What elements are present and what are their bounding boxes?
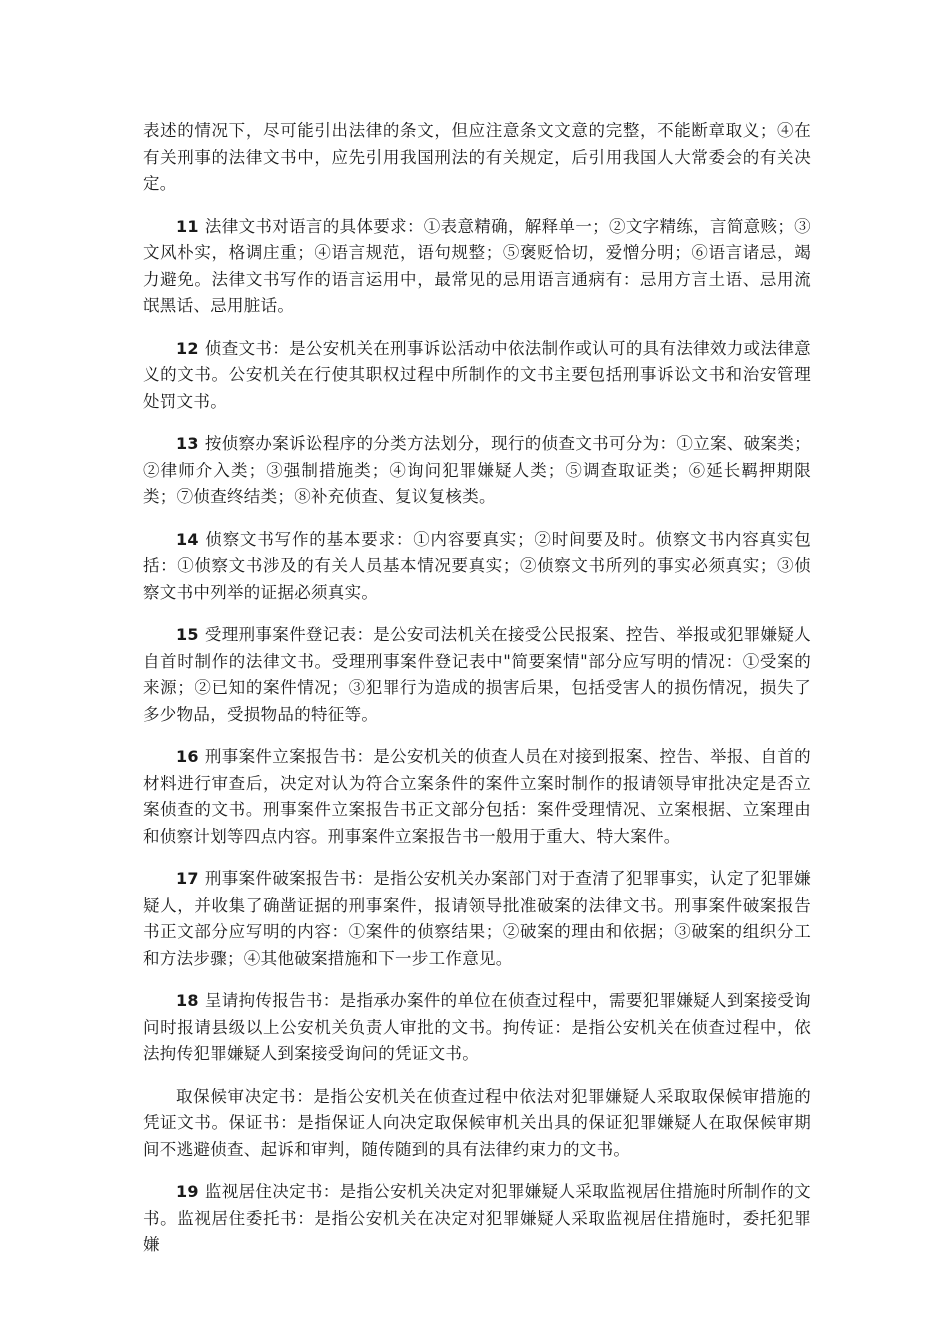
paragraph-number: 12 (176, 338, 199, 358)
paragraph-14 (143, 527, 811, 607)
paragraph-15 (143, 622, 811, 728)
paragraph-19 (143, 1179, 811, 1259)
paragraph-number: 17 (176, 869, 199, 888)
paragraph-17 (143, 866, 811, 972)
paragraph-text: 表述的情况下，尽可能引出法律的条文，但应注意条文文意的完整，不能断章取义；④在有关刑事的法律文书中，应先引用我国刑法的有关规定，后引用我国人大常委会的有关决定。 (143, 121, 811, 193)
paragraph-number: 14 (176, 529, 199, 549)
document-page (143, 118, 811, 1275)
paragraph-16 (143, 744, 811, 850)
paragraph-number: 15 (176, 625, 199, 644)
paragraph-text: 按侦察办案诉讼程序的分类方法划分，现行的侦查文书可分为：①立案、破案类；②律师介入类；③强制措施类；④询问犯罪嫌疑人类；⑤调查取证类；⑥延长羁押期限类；⑦侦查终结类；⑧补充侦查、复议复核类。 (143, 434, 811, 506)
paragraph-number: 16 (176, 747, 199, 766)
paragraph-text: 受理刑事案件登记表：是公安司法机关在接受公民报案、控告、举报或犯罪嫌疑人自首时制作的法律文书。受理刑事案件登记表中"简要案情"部分应写明的情况：①受案的来源；②已知的案件情况；③犯罪行为造成的损害后果，包括受害人的损伤情况，损失了多少物品，受损物品的特征等。 (143, 625, 811, 724)
paragraph-number: 13 (176, 434, 199, 453)
paragraph-text: 呈请拘传报告书：是指承办案件的单位在侦查过程中，需要犯罪嫌疑人到案接受询问时报请县级以上公安机关负责人审批的文书。拘传证：是指公安机关在侦查过程中，依法拘传犯罪嫌疑人到案接受询问的凭证文书。 (143, 991, 811, 1063)
paragraph-continuation (143, 118, 811, 198)
paragraph-number: 11 (176, 216, 199, 236)
paragraph-bail (143, 1084, 811, 1164)
paragraph-text: 法律文书对语言的具体要求：①表意精确，解释单一；②文字精练，言简意赅；③文风朴实，格调庄重；④语言规范，语句规整；⑤褒贬恰切，爱憎分明；⑥语言诸忌，竭力避免。法律文书写作的语言运用中，最常见的忌用语言通病有：忌用方言土语、忌用流氓黑话、忌用脏话。 (143, 216, 811, 315)
paragraph-11 (143, 214, 811, 320)
paragraph-number: 19 (176, 1182, 199, 1201)
paragraph-text: 监视居住决定书：是指公安机关决定对犯罪嫌疑人采取监视居住措施时所制作的文书。监视居住委托书：是指公安机关在决定对犯罪嫌疑人采取监视居住措施时，委托犯罪嫌 (143, 1182, 811, 1254)
paragraph-text: 侦查文书：是公安机关在刑事诉讼活动中依法制作或认可的具有法律效力或法律意义的文书。公安机关在行使其职权过程中所制作的文书主要包括刑事诉讼文书和治安管理处罚文书。 (143, 338, 811, 411)
paragraph-12 (143, 336, 811, 416)
paragraph-number: 18 (176, 991, 199, 1010)
paragraph-18 (143, 988, 811, 1068)
paragraph-text: 取保候审决定书：是指公安机关在侦查过程中依法对犯罪嫌疑人采取取保候审措施的凭证文书。保证书：是指保证人向决定取保候审机关出具的保证犯罪嫌疑人在取保候审期间不逃避侦查、起诉和审判，随传随到的具有法律约束力的文书。 (143, 1086, 811, 1159)
paragraph-text: 刑事案件破案报告书：是指公安机关办案部门对于查清了犯罪事实，认定了犯罪嫌疑人，并收集了确凿证据的刑事案件，报请领导批准破案的法律文书。刑事案件破案报告书正文部分应写明的内容：①案件的侦察结果；②破案的理由和依据；③破案的组织分工和方法步骤；④其他破案措施和下一步工作意见。 (143, 869, 811, 968)
paragraph-text: 刑事案件立案报告书：是公安机关的侦查人员在对接到报案、控告、举报、自首的材料进行审查后，决定对认为符合立案条件的案件立案时制作的报请领导审批决定是否立案侦查的文书。刑事案件立案报告书正文部分包括：案件受理情况、立案根据、立案理由和侦察计划等四点内容。刑事案件立案报告书一般用于重大、特大案件。 (143, 747, 811, 846)
paragraph-13 (143, 431, 811, 511)
paragraph-text: 侦察文书写作的基本要求：①内容要真实；②时间要及时。侦察文书内容真实包括：①侦察文书涉及的有关人员基本情况要真实；②侦察文书所列的事实必须真实；③侦察文书中列举的证据必须真实。 (143, 529, 811, 602)
